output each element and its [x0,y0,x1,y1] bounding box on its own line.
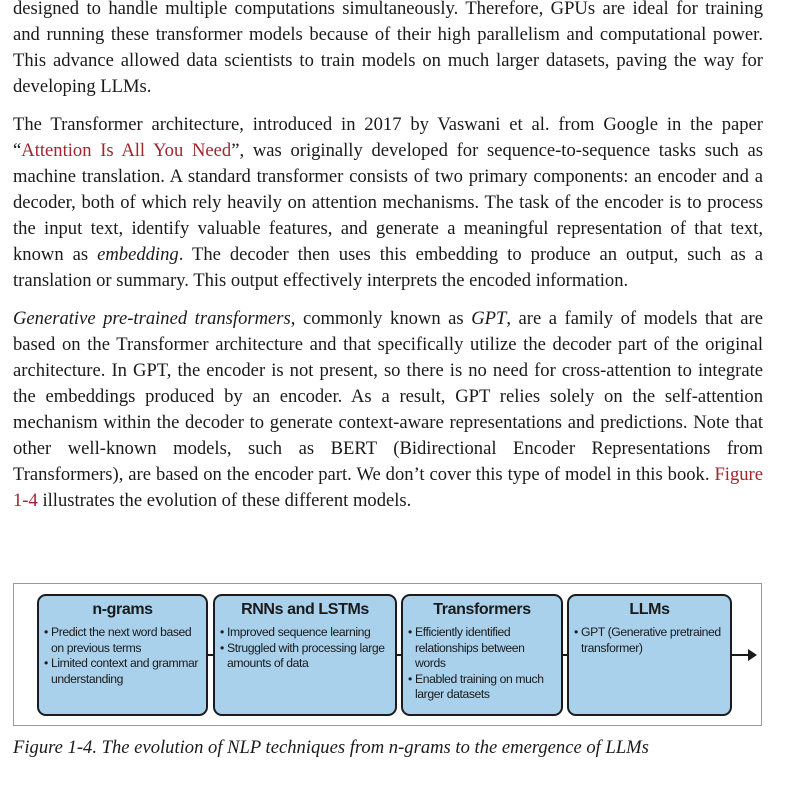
stage-title: RNNs and LSTMs [241,601,369,618]
stage-bullet: • Struggled with processing large amounts of data [220,641,391,672]
emphasis-term: embedding [97,244,179,265]
body-text [13,0,763,526]
stage-box-llms [567,594,732,716]
paragraph-text: ”, was originally developed for sequence-to-sequence tasks such as machine translation. A standard transformer consists of two primary components: an encoder and a decoder, both of which rely heavily on attention mechanisms. The task of the encoder is to process the input text, identify valuable features, and generate a meaningful representation of that text, known as [13,140,763,265]
paragraph-gpt [13,306,763,514]
paragraph-text: , are a family of models that are based on the Transformer architecture and that specifically utilize the decoder part of the original architecture. In GPT, the encoder is not present, so there is no need for cross-attention to integrate the embeddings produced by an encoder. As a result, GPT relies solely on the self-attention mechanism within the decoder to generate context-aware representations and predictions. Note that other well-known models, such as BERT (Bidirectional Encoder Representations from Transformers), are based on the encoder part. We don’t cover this type of model in this book. [13,308,764,485]
stage-title: Transformers [433,601,531,618]
evolution-figure [13,583,762,726]
figure-reference-link[interactable]: Figure 1-4 [13,464,763,511]
paragraph-gpu [13,0,763,100]
paper-link[interactable]: Attention Is All You Need [21,140,232,161]
stage-bullet: • Predict the next word based on previous terms [44,625,202,656]
flow-arrow [732,654,749,656]
emphasis-term: Generative pre-trained transformers [13,308,291,329]
stage-box-transformers [401,594,563,716]
emphasis-term: GPT [471,308,507,329]
stage-bullet: • Limited context and grammar understanding [44,656,202,687]
paragraph-text: illustrates the evolution of these different models. [37,490,412,511]
stage-bullet: • Improved sequence learning [220,625,391,641]
stage-title: n-grams [92,601,153,618]
stage-bullet: • Efficiently identified relationships between words [408,625,557,672]
stage-box-ngrams [37,594,208,716]
stage-box-rnns [213,594,397,716]
stage-title: LLMs [629,601,670,618]
figure-caption: Figure 1-4. The evolution of NLP techniques from n-grams to the emergence of LLMs [13,737,649,758]
paragraph-transformer [13,112,763,294]
stage-bullet: • Enabled training on much larger datasets [408,672,557,703]
stage-bullet: • GPT (Generative pretrained transformer) [574,625,726,656]
paragraph-text: , commonly known as [290,308,472,329]
paragraph-text: The Transformer architecture, introduced in 2017 by Vaswani et al. from Google in the paper “ [13,114,763,161]
paragraph-text: . The decoder then uses this embedding to produce an output, such as a translation or summary. This output effectively interprets the encoded information. [13,244,763,291]
paragraph-text: designed to handle multiple computations simultaneously. Therefore, GPUs are ideal for training and running these transformer models because of their high parallelism and computational power. This advance allowed data scientists to train models on much larger datasets, paving the way for developing LLMs. [13,0,763,97]
